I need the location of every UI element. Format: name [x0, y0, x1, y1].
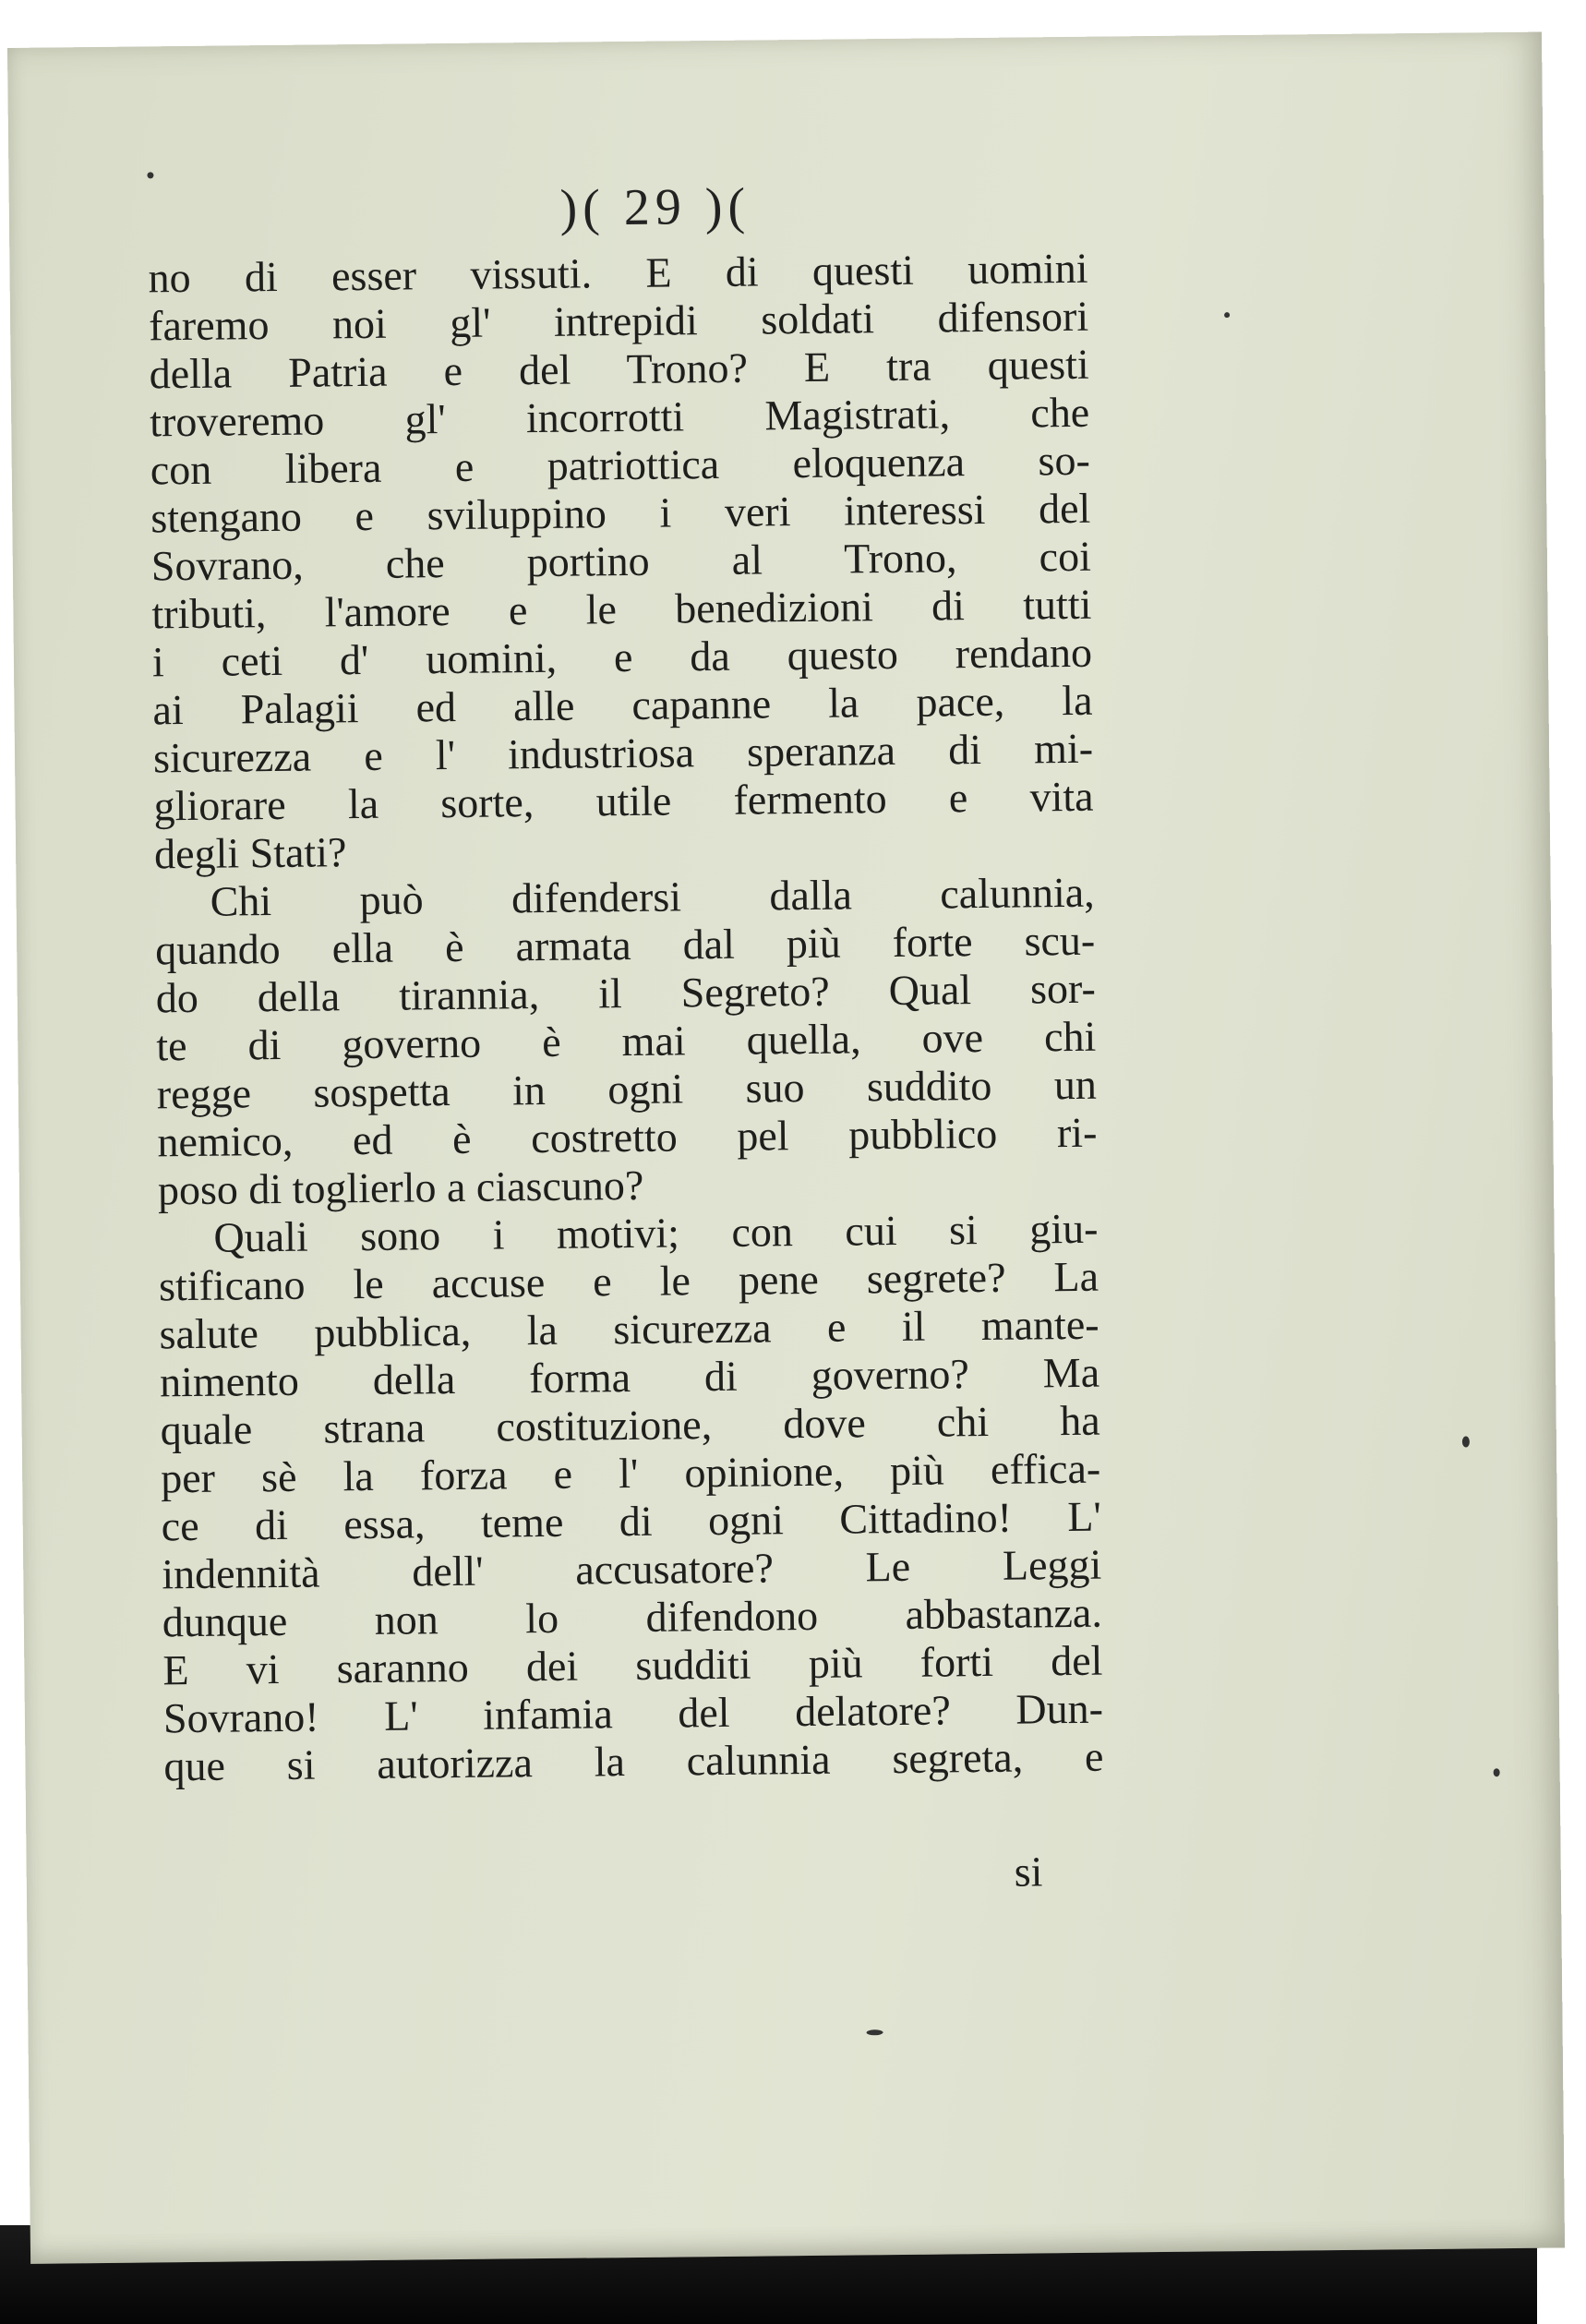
text-line: que si autorizza la calunnia segreta, e [163, 1732, 1104, 1790]
text-line: i ceti d' uomini, e da questo rendano [151, 628, 1093, 686]
text-line: te di governo è mai quella, ove chi [156, 1012, 1097, 1070]
text-line: sicurezza e l' industriosa speranza di mi- [152, 724, 1094, 782]
paper-speck [867, 2029, 883, 2035]
text-line: indennità dell' accusatore? Le Leggi [162, 1540, 1102, 1598]
body-text [148, 245, 1103, 1791]
book-page [7, 32, 1565, 2264]
text-line: dunque non lo difendono abbastanza. [162, 1588, 1103, 1646]
text-line: della Patria e del Trono? E tra questi [149, 340, 1089, 398]
paper-speck [147, 172, 153, 178]
catchword: si [1014, 1848, 1043, 1896]
text-line: gliorare la sorte, utile fermento e vita [153, 772, 1094, 830]
paper-speck [1494, 1768, 1500, 1776]
text-line: tributi, l'amore e le benedizioni di tutti [151, 580, 1092, 638]
text-line: do della tirannia, il Segreto? Qual sor- [155, 964, 1096, 1022]
text-line: degli Stati? [153, 828, 347, 878]
text-line: stificano le accuse e le pene segrete? La [158, 1252, 1099, 1310]
text-line: nimento della forma di governo? Ma [159, 1348, 1100, 1406]
text-line: Chi può difendersi dalla calunnia, [210, 868, 1095, 925]
text-line: regge sospetta in ogni suo suddito un [156, 1060, 1098, 1118]
text-line: Sovrano, che portino al Trono, coi [150, 532, 1092, 590]
text-line: nemico, ed è costretto pel pubblico ri- [157, 1108, 1098, 1166]
paper-speck [1224, 312, 1230, 318]
text-line: per sè la forza e l' opinione, più effica- [160, 1444, 1101, 1502]
page-number-header: )( 29 )( [559, 177, 751, 237]
text-line: Quali sono i motivi; con cui si giu- [213, 1204, 1099, 1261]
paper-speck [1462, 1436, 1470, 1447]
text-line: stengano e sviluppino i veri interessi del [150, 484, 1091, 542]
text-line: ce di essa, teme di ogni Cittadino! L' [161, 1492, 1101, 1550]
text-line: no di esser vissuti. E di questi uomini [148, 244, 1088, 302]
text-line: Sovrano! L' infamia del delatore? Dun- [162, 1684, 1104, 1742]
text-line: quale strana costituzione, dove chi ha [160, 1396, 1100, 1454]
text-line: poso di toglierlo a ciascuno? [157, 1161, 644, 1214]
text-line: con libera e patriottica eloquenza so- [150, 436, 1091, 494]
text-line: salute pubblica, la sicurezza e il mante- [159, 1300, 1099, 1358]
text-line: faremo noi gl' intrepidi soldati difensori [148, 292, 1089, 350]
text-line: ai Palagii ed alle capanne la pace, la [152, 676, 1093, 734]
text-line: quando ella è armata dal più forte scu- [154, 916, 1096, 974]
text-line: E vi saranno dei sudditi più forti del [162, 1636, 1103, 1694]
text-line: troveremo gl' incorrotti Magistrati, che [149, 388, 1090, 446]
